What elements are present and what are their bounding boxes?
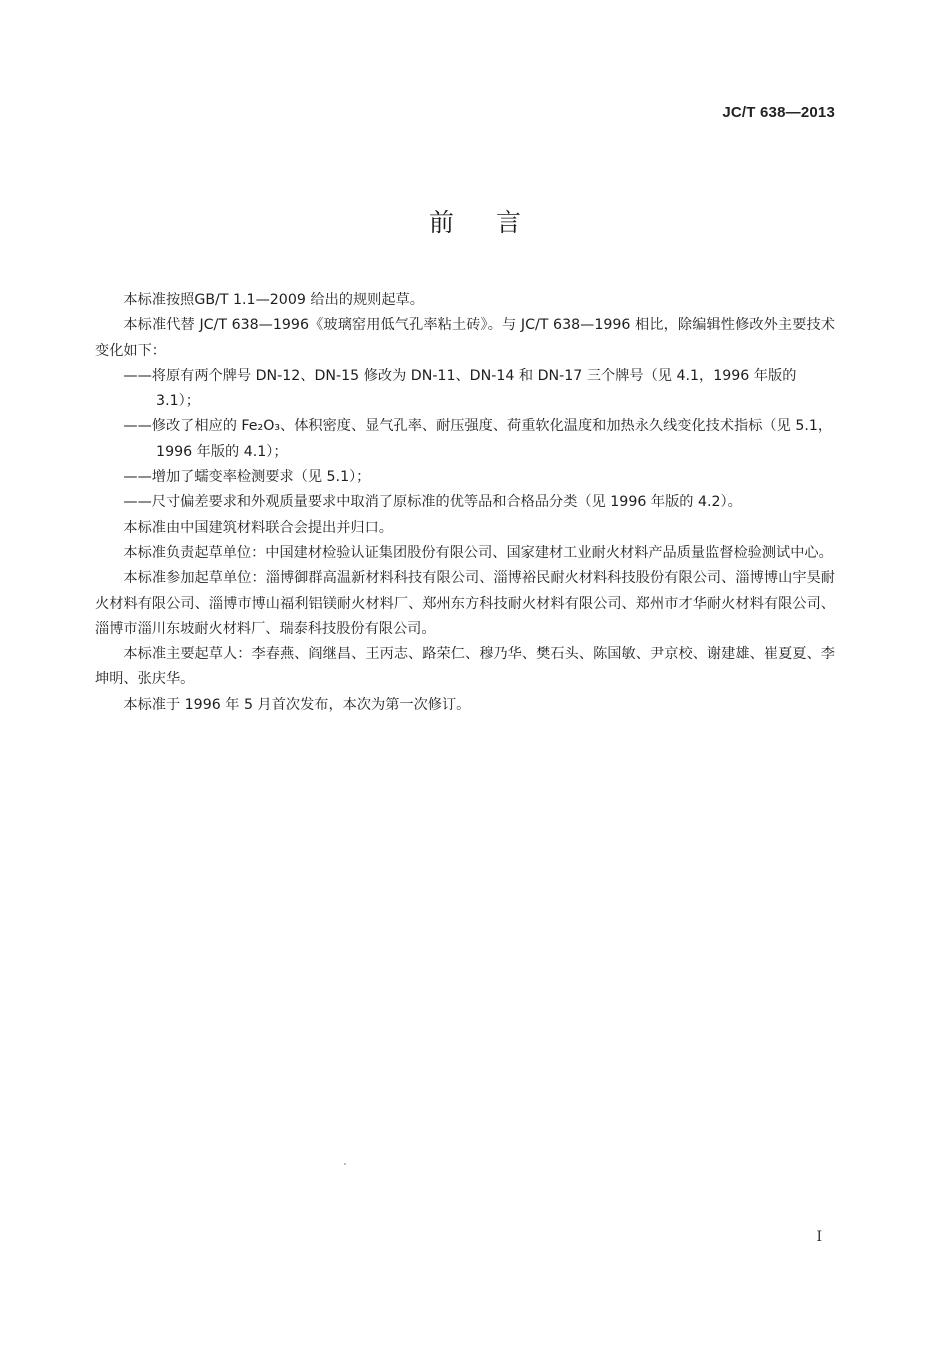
page-title: 前言 [428,208,563,237]
paragraph-drafting-rules: 本标准按照GB/T 1.1—2009 给出的规则起草。 [123,292,424,308]
paragraph-responsible-units: 本标准负责起草单位：中国建材检验认证集团股份有限公司、国家建材工业耐火材料产品质量监督检验测试中心。 [123,544,833,561]
page-number: I [816,1229,822,1245]
paragraph-participating-units: 本标准参加起草单位：淄博御群高温新材料科技有限公司、淄博裕民耐火材料科技股份有限公司、淄博博山宇昊耐火材料有限公司、淄博市博山福利铝镁耐火材料厂、郑州东方科技耐火材料有限公司、郑州市才华耐火材料有限公司、淄博市淄川东坡耐火材料厂、瑞泰科技股份有限公司。 [95,570,835,637]
paragraph-replaces: 本标准代替 JC/T 638—1996《玻璃窑用低气孔率粘土砖》。与 JC/T 638—1996 相比，除编辑性修改外主要技术变化如下： [95,317,835,359]
paragraph-drafters: 本标准主要起草人：李春燕、阎继昌、王丙志、路荣仁、穆乃华、樊石头、陈国敏、尹京校、谢建雄、崔夏夏、李坤明、张庆华。 [95,646,835,688]
change-item-grades: ——将原有两个牌号 DN-12、DN-15 修改为 DN-11、DN-14 和 DN-17 三个牌号（见 4.1，1996 年版的 3.1）； [123,367,797,410]
change-item-indicators: ——修改了相应的 Fe₂O₃、体积密度、显气孔率、耐压强度、荷重软化温度和加热永久线变化技术指标（见 5.1，1996 年版的 4.1）； [123,418,833,460]
paragraph-proposer: 本标准由中国建筑材料联合会提出并归口。 [123,519,393,536]
change-item-creep: ——增加了蠕变率检测要求（见 5.1）； [123,469,371,486]
foreword-body [95,288,835,718]
change-item-classification: ——尺寸偏差要求和外观质量要求中取消了原标准的优等品和合格品分类（见 1996 年版的 4.2）。 [123,494,742,511]
standard-code: JC/T 638—2013 [722,104,835,121]
paragraph-release-history: 本标准于 1996 年 5 月首次发布，本次为第一次修订。 [123,696,471,713]
scan-speck [344,1163,346,1165]
